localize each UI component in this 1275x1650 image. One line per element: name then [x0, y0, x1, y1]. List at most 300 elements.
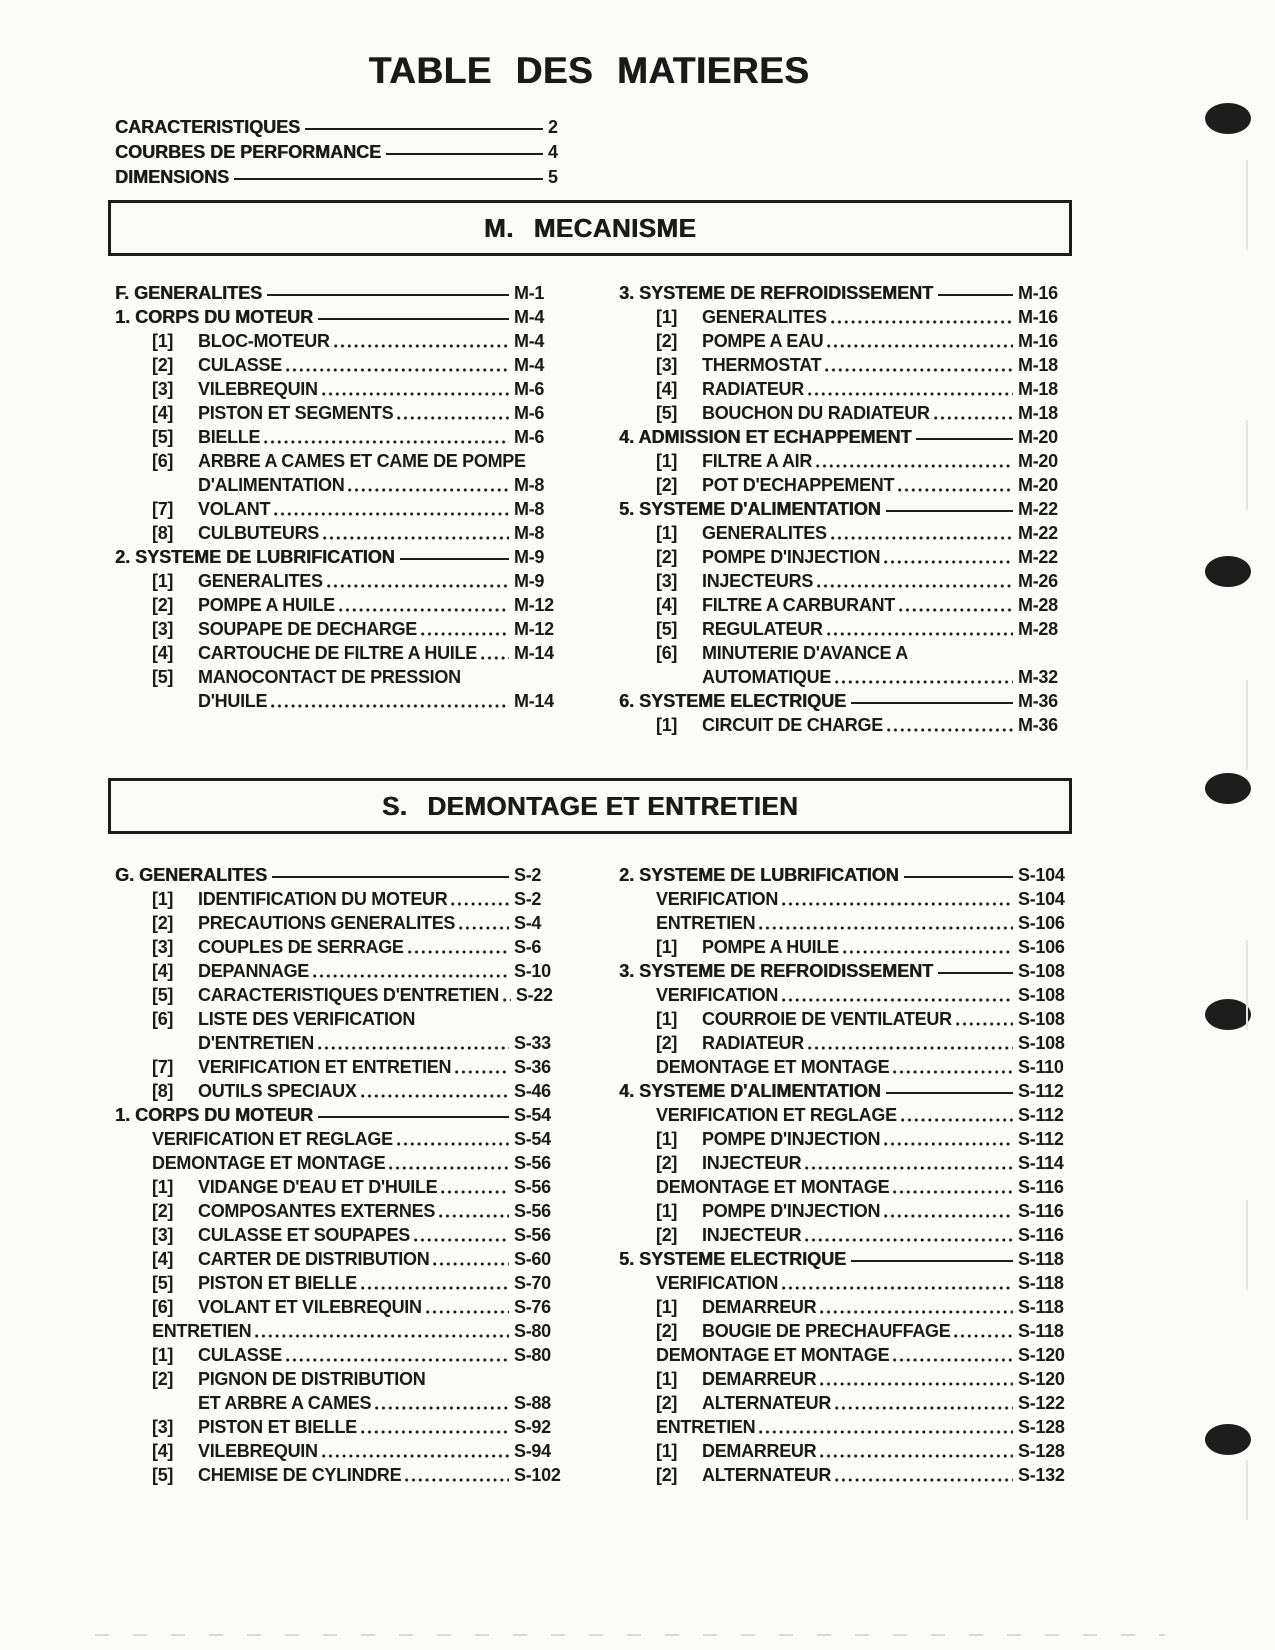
leader-line [334, 344, 509, 348]
leader-line [274, 512, 509, 516]
page-number: M-14 [514, 691, 554, 711]
leader-line [820, 1454, 1013, 1458]
leader-line [286, 1358, 509, 1362]
toc-entry [619, 1198, 1070, 1222]
page-number: S-104 [1018, 889, 1065, 909]
page-number: S-118 [1018, 1249, 1064, 1269]
page-number: M-32 [1018, 667, 1058, 687]
toc-entry [115, 1246, 566, 1270]
toc-entry [115, 934, 566, 958]
leader-line [831, 320, 1013, 324]
page-number: M-20 [1018, 475, 1058, 495]
entry-label: DEMARREUR [702, 1369, 817, 1389]
leader-line [886, 1092, 1013, 1094]
leader-line [956, 1022, 1013, 1026]
page-number: M-14 [514, 643, 554, 663]
page-number: S-108 [1018, 1009, 1065, 1029]
entry-label: D'HUILE [198, 691, 268, 711]
leader-line [408, 950, 509, 954]
entry-number: [1] [656, 1441, 678, 1461]
section-title: MECANISME [533, 212, 697, 243]
page-number: S-122 [1018, 1393, 1065, 1413]
leader-line [318, 1116, 509, 1118]
leader-line [503, 998, 511, 1002]
toc-entry [619, 712, 1070, 736]
toc-entry [115, 113, 570, 138]
leader-line [451, 902, 509, 906]
page-number: M-4 [514, 355, 545, 375]
page-number: M-22 [1018, 523, 1058, 543]
leader-line [426, 1310, 509, 1314]
toc-entry [115, 1438, 566, 1462]
toc-entry [619, 1174, 1070, 1198]
entry-label: DEMARREUR [702, 1297, 817, 1317]
entry-number: [7] [152, 1057, 174, 1077]
toc-entry [619, 1102, 1070, 1126]
entry-label: REGULATEUR [702, 619, 823, 639]
entry-label: INJECTEUR [702, 1153, 802, 1173]
entry-label: 3. SYSTEME DE REFROIDISSEMENT [619, 283, 934, 303]
entry-label: 1. CORPS DU MOTEUR [115, 307, 314, 327]
entry-number: [2] [656, 547, 678, 567]
leader-line [851, 1260, 1013, 1262]
leader-line [884, 560, 1013, 564]
page-number: S-108 [1018, 1033, 1065, 1053]
entry-number: [1] [656, 1297, 678, 1317]
page-number: M-12 [514, 595, 554, 615]
entry-label: G. GENERALITES [115, 865, 268, 885]
toc-entry [115, 1078, 566, 1102]
page-number: M-26 [1018, 571, 1058, 591]
leader-line [893, 1358, 1013, 1362]
leader-line [884, 1214, 1013, 1218]
page-number: S-118 [1018, 1273, 1064, 1293]
leader-line [893, 1190, 1013, 1194]
page-number: M-6 [514, 403, 545, 423]
leader-line [313, 974, 509, 978]
toc-entry [619, 1294, 1070, 1318]
entry-label: COURROIE DE VENTILATEUR [702, 1009, 952, 1029]
entry-number: [1] [656, 1369, 678, 1389]
section-title: DEMONTAGE ET ENTRETIEN [427, 790, 799, 821]
entry-number: [4] [152, 643, 174, 663]
toc-entry [115, 862, 566, 886]
leader-line [318, 1046, 509, 1050]
entry-label: POMPE D'INJECTION [702, 1201, 881, 1221]
entry-label: BOUCHON DU RADIATEUR [702, 403, 930, 423]
entry-label: CULASSE ET SOUPAPES [198, 1225, 411, 1245]
toc-entry [115, 1030, 566, 1054]
toc-entry [619, 664, 1070, 688]
entry-label: ALTERNATEUR [702, 1465, 832, 1485]
toc-entry [115, 592, 566, 616]
section-columns-mecanisme [115, 280, 1070, 736]
entry-number: [2] [152, 595, 174, 615]
leader-line [817, 584, 1013, 588]
entry-number: [1] [152, 889, 174, 909]
entry-number: [1] [152, 1177, 174, 1197]
toc-entry [619, 616, 1070, 640]
front-matter-list [115, 113, 570, 188]
section-heading-demontage [382, 791, 798, 822]
leader-line [843, 950, 1013, 954]
page-number: M-18 [1018, 355, 1058, 375]
entry-label: FILTRE A CARBURANT [702, 595, 895, 615]
page-title: TABLE DES MATIERES [368, 50, 810, 91]
leader-line [405, 1478, 509, 1482]
page-number: M-28 [1018, 619, 1058, 639]
page-number: M-18 [1018, 379, 1058, 399]
entry-number: [2] [152, 355, 174, 375]
entry-label: BOUGIE DE PRECHAUFFAGE [702, 1321, 951, 1341]
leader-line [327, 584, 509, 588]
page-number: S-22 [515, 985, 553, 1005]
entry-label: ALTERNATEUR [702, 1393, 832, 1413]
toc-entry [619, 1246, 1070, 1270]
toc-entry [619, 862, 1070, 886]
leader-line [397, 416, 509, 420]
leader-line [481, 656, 509, 660]
leader-line [397, 1142, 509, 1146]
toc-entry [115, 424, 566, 448]
entry-number: [3] [656, 571, 678, 591]
entry-label: PISTON ET SEGMENTS [198, 403, 394, 423]
entry-label: CARTOUCHE DE FILTRE A HUILE [198, 643, 477, 663]
leader-line [322, 392, 509, 396]
entry-number: [6] [152, 1297, 174, 1317]
entry-label: CARTER DE DISTRIBUTION [198, 1249, 430, 1269]
page-number: S-54 [514, 1129, 551, 1149]
entry-label: FILTRE A AIR [702, 451, 813, 471]
toc-entry [115, 520, 566, 544]
entry-number: [5] [656, 619, 678, 639]
scan-edge-artifact [95, 1634, 1165, 1636]
entry-label: PISTON ET BIELLE [198, 1273, 357, 1293]
entry-number: [2] [656, 1465, 678, 1485]
toc-entry [619, 520, 1070, 544]
toc-entry [619, 1054, 1070, 1078]
leader-line [835, 1406, 1013, 1410]
entry-number: [3] [152, 1417, 174, 1437]
entry-number: [1] [656, 523, 678, 543]
toc-entry [619, 1414, 1070, 1438]
entry-number: [1] [152, 331, 174, 351]
entry-label: OUTILS SPECIAUX [198, 1081, 357, 1101]
entry-number: [1] [656, 307, 678, 327]
toc-entry [115, 400, 566, 424]
toc-entry [619, 1318, 1070, 1342]
page-number: M-16 [1018, 307, 1058, 327]
leader-line [782, 998, 1013, 1002]
entry-label: VIDANGE D'EAU ET D'HUILE [198, 1177, 438, 1197]
page-number: S-2 [514, 865, 542, 885]
toc-entry [619, 1222, 1070, 1246]
entry-label: CARACTERISTIQUES [115, 117, 301, 137]
entry-number: [3] [152, 937, 174, 957]
entry-number: [4] [152, 1441, 174, 1461]
entry-number: [5] [152, 427, 174, 447]
entry-number: [6] [656, 643, 678, 663]
entry-label: RADIATEUR [702, 1033, 804, 1053]
entry-number: [5] [152, 1273, 174, 1293]
page-number: M-20 [1018, 451, 1058, 471]
entry-label: COUPLES DE SERRAGE [198, 937, 404, 957]
entry-number: [1] [656, 715, 678, 735]
entry-number: [5] [152, 667, 174, 687]
entry-number: [5] [152, 985, 174, 1005]
entry-label: 3. SYSTEME DE REFROIDISSEMENT [619, 961, 934, 981]
entry-label: 2. SYSTEME DE LUBRIFICATION [115, 547, 395, 567]
entry-number: [1] [152, 1345, 174, 1365]
leader-line [421, 632, 509, 636]
entry-label: CULASSE [198, 355, 282, 375]
toc-entry [619, 1342, 1070, 1366]
leader-line [825, 368, 1013, 372]
toc-entry [115, 1270, 566, 1294]
entry-label: CULASSE [198, 1345, 282, 1365]
entry-label: 6. SYSTEME ELECTRIQUE [619, 691, 847, 711]
leader-line [827, 344, 1013, 348]
toc-entry [115, 958, 566, 982]
leader-line [884, 1142, 1013, 1146]
page-number: S-60 [514, 1249, 551, 1269]
page-number: S-2 [514, 889, 542, 909]
leader-line [805, 1238, 1013, 1242]
leader-line [267, 294, 509, 296]
leader-line [938, 972, 1013, 974]
page-number: 2 [548, 117, 558, 137]
page-number: S-46 [514, 1081, 551, 1101]
entry-number: [2] [656, 1153, 678, 1173]
binding-hole-marker [1205, 103, 1251, 134]
leader-line [904, 876, 1013, 878]
leader-line [938, 294, 1013, 296]
page-number: S-120 [1018, 1345, 1065, 1365]
toc-entry [619, 328, 1070, 352]
leader-line [441, 1190, 509, 1194]
page-number: S-56 [514, 1201, 551, 1221]
entry-number: [1] [656, 1201, 678, 1221]
leader-line [893, 1070, 1013, 1074]
entry-label: BIELLE [198, 427, 261, 447]
leader-line [886, 510, 1013, 512]
entry-label: POMPE D'INJECTION [702, 1129, 881, 1149]
leader-line [759, 926, 1013, 930]
entry-number: [1] [656, 1009, 678, 1029]
binding-hole-marker [1205, 556, 1251, 587]
entry-label: 5. SYSTEME D'ALIMENTATION [619, 499, 881, 519]
entry-label: ENTRETIEN [152, 1321, 252, 1341]
toc-entry [115, 1366, 566, 1390]
page-number: M-8 [514, 523, 545, 543]
toc-entry [619, 1366, 1070, 1390]
page-number: 5 [548, 167, 558, 187]
leader-line [898, 488, 1013, 492]
toc-entry [619, 496, 1070, 520]
entry-number: [4] [152, 1249, 174, 1269]
page-number: M-12 [514, 619, 554, 639]
toc-entry [619, 934, 1070, 958]
entry-number: [8] [152, 1081, 174, 1101]
leader-line [820, 1310, 1013, 1314]
page-number: S-116 [1018, 1201, 1064, 1221]
toc-entry [115, 352, 566, 376]
page-number: S-4 [514, 913, 542, 933]
section-heading-box-mecanisme [108, 200, 1072, 256]
toc-column [619, 280, 1070, 736]
entry-label: PRECAUTIONS GENERALITES [198, 913, 456, 933]
page-number: S-54 [514, 1105, 551, 1125]
page-number: M-28 [1018, 595, 1058, 615]
toc-entry [115, 1462, 566, 1486]
entry-number: [5] [152, 1465, 174, 1485]
toc-entry [619, 1078, 1070, 1102]
entry-number: [6] [152, 451, 174, 471]
toc-column [115, 280, 566, 736]
toc-entry [115, 688, 566, 712]
page-number: S-108 [1018, 985, 1065, 1005]
entry-label: VERIFICATION [656, 1273, 779, 1293]
entry-number: [2] [656, 1033, 678, 1053]
binding-hole-marker [1205, 1424, 1251, 1455]
toc-entry [619, 1150, 1070, 1174]
page-number: S-88 [514, 1393, 551, 1413]
entry-number: [2] [152, 1201, 174, 1221]
entry-number: [8] [152, 523, 174, 543]
leader-line [348, 488, 509, 492]
page-number: S-116 [1018, 1177, 1064, 1197]
entry-label: VILEBREQUIN [198, 1441, 318, 1461]
page-number: S-80 [514, 1321, 551, 1341]
entry-label: 4. ADMISSION ET ECHAPPEMENT [619, 427, 912, 447]
toc-entry [115, 910, 566, 934]
entry-label: CIRCUIT DE CHARGE [702, 715, 883, 735]
entry-label: DEMONTAGE ET MONTAGE [152, 1153, 386, 1173]
leader-line [271, 704, 509, 708]
page-number: S-33 [514, 1033, 551, 1053]
page-number: M-20 [1018, 427, 1058, 447]
entry-label: GENERALITES [702, 307, 827, 327]
entry-number: [4] [152, 961, 174, 981]
toc-entry [619, 910, 1070, 934]
entry-label: 4. SYSTEME D'ALIMENTATION [619, 1081, 881, 1101]
page-number: S-70 [514, 1273, 551, 1293]
toc-entry [619, 280, 1070, 304]
leader-line [389, 1166, 509, 1170]
page-number: M-8 [514, 475, 545, 495]
page-number: S-110 [1018, 1057, 1064, 1077]
page-number: M-8 [514, 499, 545, 519]
page-number: M-1 [514, 283, 545, 303]
toc-entry [619, 376, 1070, 400]
entry-number: [2] [656, 1393, 678, 1413]
entry-label: LISTE DES VERIFICATION [198, 1009, 416, 1029]
leader-line [455, 1070, 509, 1074]
page-number: S-116 [1018, 1225, 1064, 1245]
entry-label: GENERALITES [198, 571, 323, 591]
entry-label: D'ALIMENTATION [198, 475, 345, 495]
entry-label: DIMENSIONS [115, 167, 230, 187]
leader-line [916, 438, 1013, 440]
toc-entry [115, 1006, 566, 1030]
toc-entry [115, 1102, 566, 1126]
entry-label: CARACTERISTIQUES D'ENTRETIEN [198, 985, 499, 1005]
toc-entry [115, 1342, 566, 1366]
leader-line [934, 416, 1013, 420]
entry-label: GENERALITES [702, 523, 827, 543]
toc-entry [115, 616, 566, 640]
toc-entry [619, 1270, 1070, 1294]
entry-label: POMPE A HUILE [702, 937, 839, 957]
page-number: S-128 [1018, 1417, 1065, 1437]
toc-entry [619, 1006, 1070, 1030]
entry-label: DEMONTAGE ET MONTAGE [656, 1057, 890, 1077]
page-number: S-106 [1018, 937, 1065, 957]
entry-label: PIGNON DE DISTRIBUTION [198, 1369, 426, 1389]
entry-number: [3] [152, 1225, 174, 1245]
entry-label: ET ARBRE A CAMES [198, 1393, 372, 1413]
toc-entry [619, 688, 1070, 712]
toc-entry [115, 640, 566, 664]
leader-line [286, 368, 509, 372]
page-number: M-18 [1018, 403, 1058, 423]
leader-line [835, 1478, 1013, 1482]
toc-entry [115, 496, 566, 520]
page-number: S-36 [514, 1057, 551, 1077]
leader-line [805, 1166, 1013, 1170]
entry-label: VERIFICATION ET REGLAGE [656, 1105, 897, 1125]
entry-label: VOLANT [198, 499, 271, 519]
entry-label: ENTRETIEN [656, 1417, 756, 1437]
entry-label: DEPANNAGE [198, 961, 309, 981]
entry-number: [1] [152, 571, 174, 591]
toc-entry [115, 138, 570, 163]
entry-number: [4] [152, 403, 174, 423]
page-number: M-16 [1018, 283, 1058, 303]
section-heading-mecanisme [484, 213, 696, 244]
leader-line [808, 392, 1013, 396]
leader-line [323, 536, 509, 540]
leader-line [375, 1406, 509, 1410]
page-number: S-112 [1018, 1081, 1064, 1101]
toc-entry [619, 592, 1070, 616]
section-letter: S. [381, 790, 408, 821]
entry-number: [6] [152, 1009, 174, 1029]
toc-entry [619, 472, 1070, 496]
toc-entry [115, 163, 570, 188]
toc-entry [115, 1054, 566, 1078]
leader-line [831, 536, 1013, 540]
entry-number: [3] [656, 355, 678, 375]
toc-entry [619, 1126, 1070, 1150]
entry-label: CULBUTEURS [198, 523, 319, 543]
entry-label: INJECTEUR [702, 1225, 802, 1245]
toc-entry [115, 886, 566, 910]
entry-label: ENTRETIEN [656, 913, 756, 933]
page-number: S-112 [1018, 1105, 1064, 1125]
leader-line [400, 558, 509, 560]
leader-line [899, 608, 1013, 612]
page-number: S-56 [514, 1177, 551, 1197]
leader-line [820, 1382, 1013, 1386]
entry-label: AUTOMATIQUE [702, 667, 832, 687]
toc-entry [115, 472, 566, 496]
leader-line [887, 728, 1013, 732]
toc-entry [619, 1438, 1070, 1462]
leader-line [459, 926, 509, 930]
entry-label: F. GENERALITES [115, 283, 263, 303]
binding-hole-marker [1205, 773, 1251, 804]
